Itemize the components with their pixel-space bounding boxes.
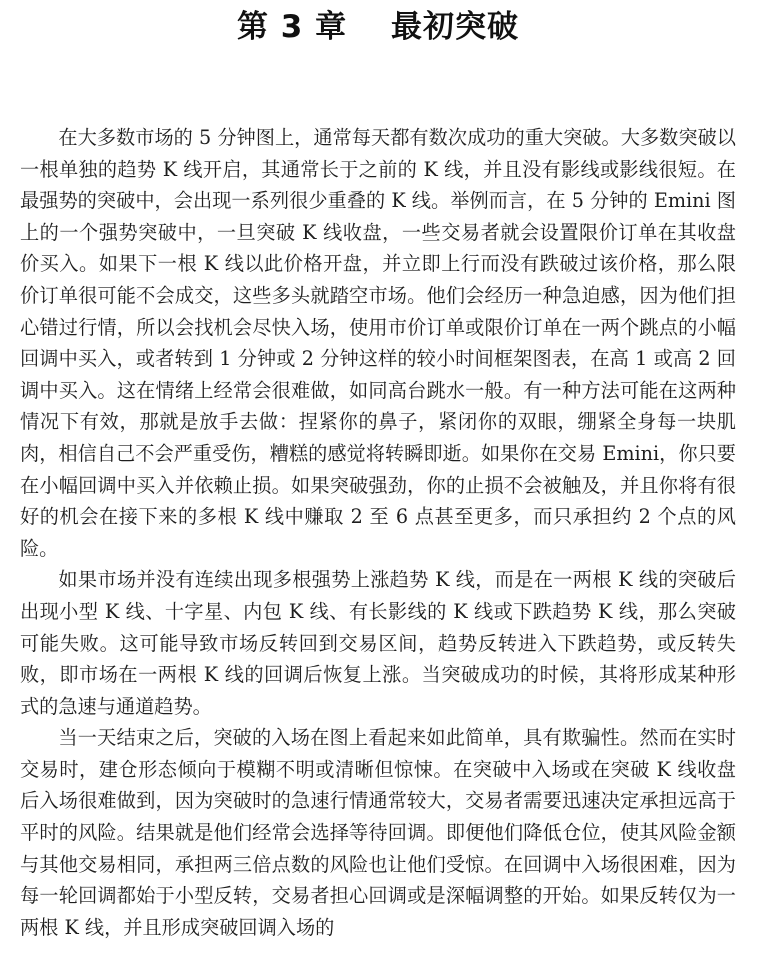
paragraph-2: 如果市场并没有连续出现多根强势上涨趋势 K 线，而是在一两根 K 线的突破后出现小型 K 线、十字星、内包 K 线、有长影线的 K 线或下跌趋势 K 线，那么突破可能失败。这可能导致市场反转回到交易区间，趋势反转进入下跌趋势，或反转失败，即市场在一两根 K 线的回调后恢复上涨。当突破成功的时候，其将形成某种形式的急速与通道趋势。 xyxy=(20,568,736,718)
paragraph-1: 在大多数市场的 5 分钟图上，通常每天都有数次成功的重大突破。大多数突破以一根单独的趋势 K 线开启，其通常长于之前的 K 线，并且没有影线或影线很短。在最强势的突破中，会出现一系列很少重叠的 K 线。举例而言，在 5 分钟的 Emini 图上的一个强势突破中，一旦突破 K 线收盘，一些交易者就会设置限价订单在其收盘价买入。如果下一根 K 线以此价格开盘，并立即上行而没有跌破过该价格，那么限价订单很可能不会成交，这些多头就踏空市场。他们会经历一种急迫感，因为他们担心错过行情，所以会找机会尽快入场，使用市价订单或限价订单在一两个跳点的小幅回调中买入，或者转到 1 分钟或 2 分钟这样的较小时间框架图表，在高 1 或高 2 回调中买入。这在情绪上经常会很难做，如同高台跳水一般。有一种方法可能在这两种情况下有效，那就是放手去做：捏紧你的鼻子，紧闭你的双眼，绷紧全身每一块肌肉，相信自己不会严重受伤，糟糕的感觉将转瞬即逝。如果你在交易 Emini，你只要在小幅回调中买入并依赖止损。如果突破强劲，你的止损不会被触及，并且你将有很好的机会在接下来的多根 K 线中赚取 2 至 6 点甚至更多，而只承担约 2 个点的风险。 xyxy=(20,126,736,560)
paragraph-3: 当一天结束之后，突破的入场在图上看起来如此简单，具有欺骗性。然而在实时交易时，建仓形态倾向于模糊不明或清晰但惊悚。在突破中入场或在突破 K 线收盘后入场很难做到，因为突破时的急速行情通常较大，交易者需要迅速决定承担远高于平时的风险。结果就是他们经常会选择等待回调。即便他们降低仓位，使其风险金额与其他交易相同，承担两三倍点数的风险也让他们受惊。在回调中入场很困难，因为每一轮回调都始于小型反转，交易者担心回调或是深幅调整的开始。如果反转仅为一两根 K 线，并且形成突破回调入场的 xyxy=(20,726,736,939)
chapter-title: 第 3 章 最初突破 xyxy=(237,9,519,45)
body-text xyxy=(20,122,736,943)
